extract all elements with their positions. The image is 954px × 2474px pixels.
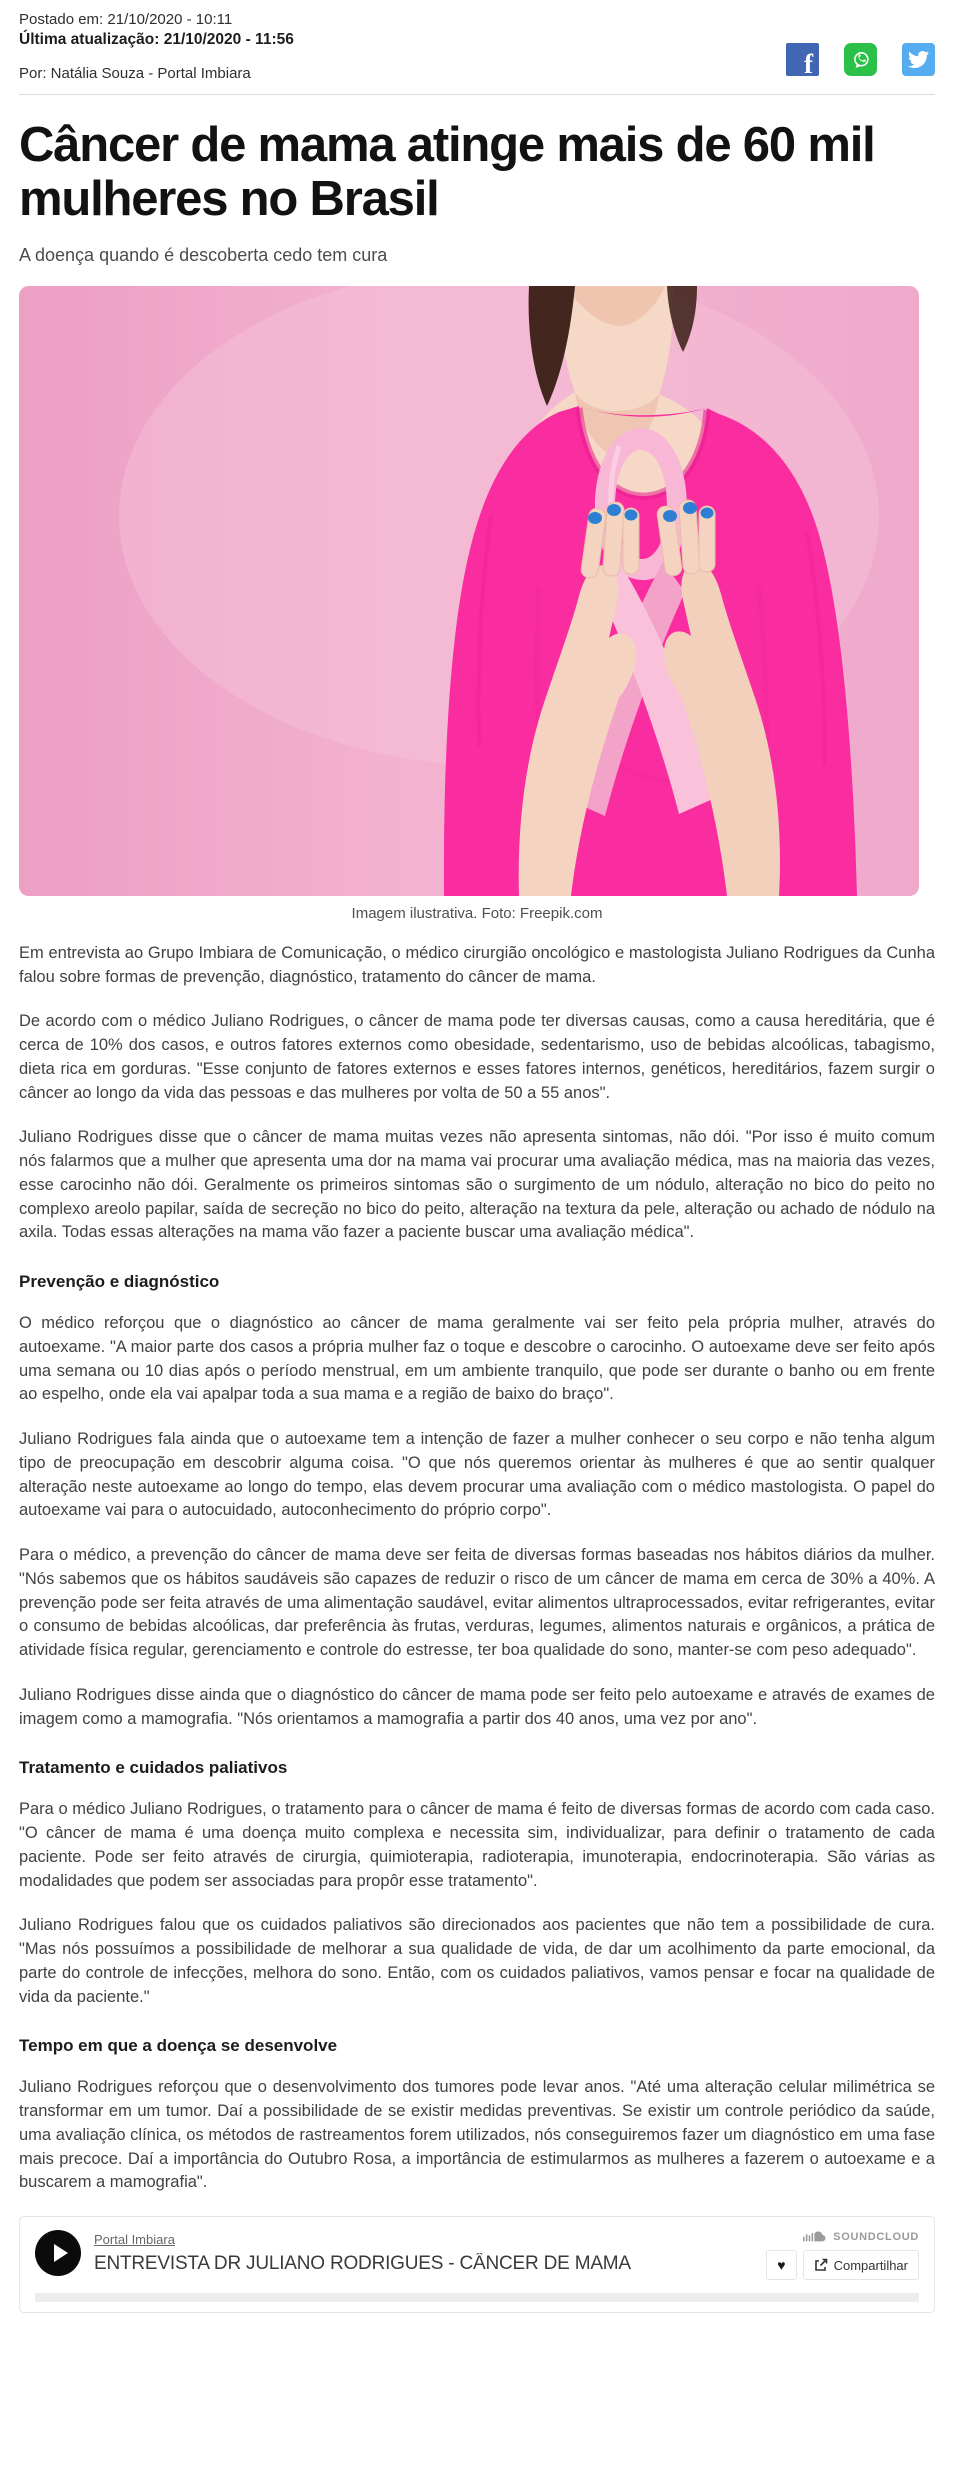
article-paragraph: Juliano Rodrigues disse ainda que o diagnóstico do câncer de mama pode ser feito pelo autoexame e através de exames de imagem como a mamografia. "Nós orientamos a mamografia a partir dos 40 anos, uma vez por ano". xyxy=(19,1685,935,1728)
article-photo xyxy=(19,286,919,896)
like-button[interactable] xyxy=(766,2250,796,2280)
section-heading: Tratamento e cuidados paliativos xyxy=(19,1758,288,1778)
article-header xyxy=(0,0,954,94)
soundcloud-brand-label: SOUNDCLOUD xyxy=(833,2230,919,2243)
heart-icon: ♥ xyxy=(777,2257,786,2274)
track-artist-link[interactable]: Portal Imbiara xyxy=(94,2232,175,2248)
facebook-icon: f xyxy=(804,49,813,77)
track-info xyxy=(94,2230,631,2275)
article-photo-illustration xyxy=(19,286,919,896)
header-divider xyxy=(19,94,935,95)
soundcloud-player xyxy=(19,2216,935,2313)
share-icon xyxy=(814,2258,828,2272)
posted-date: Postado em: 21/10/2020 - 10:11 xyxy=(19,11,233,28)
player-actions xyxy=(766,2250,919,2280)
article-paragraph: Para o médico, a prevenção do câncer de mama deve ser feita de diversas formas baseadas nos hábitos diários da mulher. "Nós sabemos que os hábitos saudáveis são capazes de reduzir o risco de um câncer de mama em cerca de 30% a 40%. A prevenção pode ser feita através de uma alimentação saudável, evitar alimentos ultraprocessados, evitar refrigerantes, evitar o consumo de bebidas alcoólicas, dar preferência às frutas, verduras, legumes, alimentos naturais e orgânicos, a prática de atividade física regular, gerenciamento e controle do estresse, ter boa qualidade do sono, manter-se com peso adequado". xyxy=(19,1546,935,1660)
play-icon xyxy=(54,2244,68,2262)
share-button-label: Compartilhar xyxy=(833,2257,908,2273)
byline: Por: Natália Souza - Portal Imbiara xyxy=(19,65,251,83)
article-paragraph: O médico reforçou que o diagnóstico ao câncer de mama geralmente vai ser feito pela própria mulher, através do autoexame. "A maior parte dos casos a própria mulher faz o toque e descobre o carocinho. O autoexame deve ser feito após uma semana ou 10 dias após o período menstrual, em um ambiente tranquilo, que pode ser durante o banho ou em frente ao espelho, onde ela vai apalpar toda a sua mama e a região de baixo do braço". xyxy=(19,1314,935,1404)
article-body xyxy=(19,942,935,2195)
article-paragraph: Juliano Rodrigues falou que os cuidados paliativos são direcionados aos pacientes que não tem a possibilidade de cura. "Mas nós possuímos a possibilidade de melhorar a sua qualidade de vida, de dar um acolhimento da parte emocional, da parte do controle de infecções, melhora do sono. Então, com os cuidados paliativos, vamos pensar e focar na qualidade de vida da paciente." xyxy=(19,1916,935,2006)
article-figure xyxy=(19,286,935,922)
player-side xyxy=(766,2230,919,2280)
post-meta xyxy=(19,10,294,82)
article-paragraph: Juliano Rodrigues fala ainda que o autoexame tem a intenção de fazer a mulher conhecer o seu corpo e não tenha algum tipo de preocupação em descobrir alguma coisa. "O que nós queremos orientar às mulheres é que ao sentir qualquer alteração neste autoexame ao longo do tempo, elas devem procurar uma avaliação com o médico mastologista. O papel do autoexame vai para o autocuidado, autoconhecimento do próprio corpo". xyxy=(19,1430,935,1520)
section-heading: Prevenção e diagnóstico xyxy=(19,1272,220,1292)
article-paragraph: De acordo com o médico Juliano Rodrigues, o câncer de mama pode ter diversas causas, como a causa hereditária, que é cerca de 10% dos casos, e outros fatores externos como obesidade, sedentarismo, uso de bebidas alcoólicas, tabagismo, dieta rica em gorduras. "Esse conjunto de fatores externos e esses fatores internos, genéticos, hereditários, fazem surgir o câncer ao longo da vida das pessoas e das mulheres por volta de 50 a 55 anos". xyxy=(19,1012,935,1102)
whatsapp-share-button[interactable] xyxy=(844,43,877,76)
twitter-share-button[interactable] xyxy=(902,43,935,76)
image-caption: Imagem ilustrativa. Foto: Freepik.com xyxy=(351,904,603,922)
article-paragraph: Juliano Rodrigues reforçou que o desenvolvimento dos tumores pode levar anos. "Até uma alteração celular milimétrica se transformar em um tumor. Daí a possibilidade de se existir medidas preventivas. Se existir um controle periódico da saúde, uma avaliação clínica, os métodos de rastreamentos forem utilizados, nós conseguiremos fazer um diagnóstico em uma fase mais precoce. Daí a importância do Outubro Rosa, a importância de estimularmos as mulheres a fazerem o autoexame e a buscarem a mamografia". xyxy=(19,2078,935,2192)
updated-date: Última atualização: 21/10/2020 - 11:56 xyxy=(19,31,294,49)
section-heading: Tempo em que a doença se desenvolve xyxy=(19,2036,338,2056)
article-paragraph: Para o médico Juliano Rodrigues, o tratamento para o câncer de mama é feito de diversas formas de acordo com cada caso. "O câncer de mama é uma doença muito complexa e necessita sim, individualizar, para definir o tratamento de cada paciente. Pode ser feito através de cirurgia, quimioterapia, radioterapia, imunoterapia, endocrinoterapia. São várias as modalidades que podem ser associadas para propôr esse tratamento". xyxy=(19,1800,935,1890)
player-top-row xyxy=(35,2230,919,2280)
soundcloud-logo-icon xyxy=(803,2230,829,2243)
play-button[interactable] xyxy=(35,2230,81,2276)
article-paragraph: Em entrevista ao Grupo Imbiara de Comunicação, o médico cirurgião oncológico e mastologista Juliano Rodrigues da Cunha falou sobre formas de prevenção, diagnóstico, tratamento do câncer de mama. xyxy=(19,943,935,986)
article-paragraph: Juliano Rodrigues disse que o câncer de mama muitas vezes não apresenta sintomas, não dói. "Por isso é muito comum nós falarmos que a mulher que apresenta uma dor na mama vai procurar uma avaliação médica, mas na maioria das vezes, esse carocinho não dói. Geralmente os primeiros sintomas são o surgimento de um nódulo, alteração no bico do peito no complexo areolo papilar, saída de secreção no bico do peito, alteração na textura da pele, alteração ou achado de nódulo na axila. Todas essas alterações na mama vão fazer a paciente buscar uma avaliação médica". xyxy=(19,1128,935,1242)
seek-bar[interactable] xyxy=(35,2293,919,2302)
soundcloud-brand xyxy=(803,2230,919,2243)
article-content xyxy=(0,119,954,2313)
article-title: Câncer de mama atinge mais de 60 mil mulheres no Brasil xyxy=(19,118,875,227)
facebook-share-button[interactable] xyxy=(786,43,819,76)
twitter-icon xyxy=(908,49,929,70)
share-buttons xyxy=(786,43,935,76)
track-title: ENTREVISTA DR JULIANO RODRIGUES - CÂNCER DE MAMA xyxy=(94,2253,631,2275)
share-button[interactable] xyxy=(803,2250,919,2280)
whatsapp-icon xyxy=(849,48,873,72)
article-subtitle: A doença quando é descoberta cedo tem cura xyxy=(19,244,388,265)
